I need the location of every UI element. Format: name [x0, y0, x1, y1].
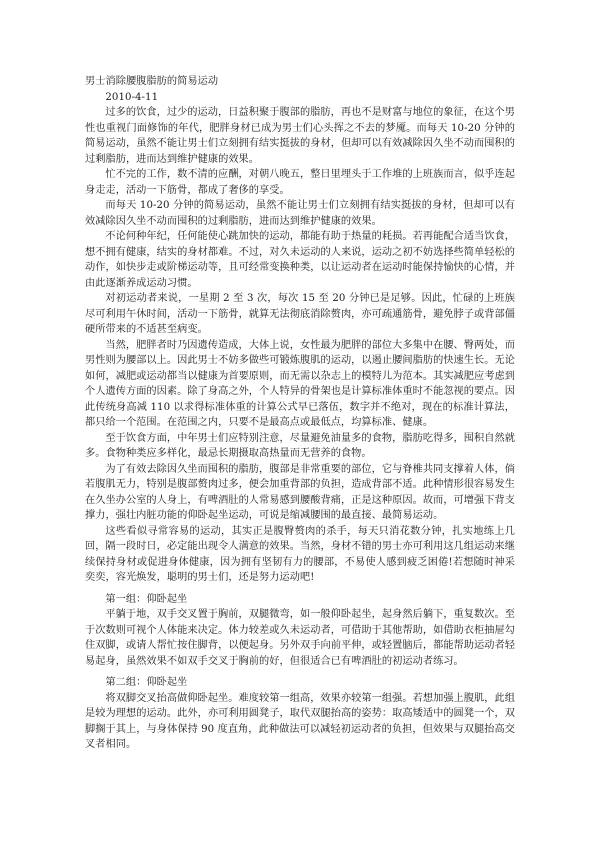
paragraph: 这些看似寻常容易的运动，其实正是腹臀赘肉的杀手，每天只消花数分钟，扎实地练上几回，隔一段时日，必定能出现令人满意的效果。当然，身材不错的男士亦可利用这几组运动来继续保持身材或促进身体健康，因为拥有坚韧有力的腰部，不易使人感到疲乏困倦!若想随时神采奕奕，容光焕发，聪明的男士们，还是努力运动吧! [85, 525, 515, 583]
paragraph: 对初运动者来说，一星期 2 至 3 次，每次 15 至 20 分钟已是足够。因此，忙碌的上班族尽可利用午休时间，活动一下筋骨，就算无法彻底消除赘肉，亦可疏通筋骨，避免脖子或背部僵硬所带来的不适甚至病变。 [85, 293, 515, 335]
section-heading: 第一组：仰卧起坐 [105, 593, 188, 605]
section-body: 平躺于地，双手交叉置于胸前，双腿微弯，如一般仰卧起坐，起身然后躺下，重复数次。至于次数则可视个人体能来决定。体力较差或久未运动者，可借助于其他帮助，如借助衣柜抽屉勾住双脚，或请人帮忙按住脚背，以便起身。另外双手向前平伸，或轻置脑后，都能帮助运动者轻易起身，虽然效果不如双手交叉于胸前的好，但很适合已有啤酒肚的初运动者练习。 [85, 609, 515, 667]
document-title: 男士消除腰腹脂肪的简易运动 [85, 76, 219, 87]
paragraph: 而每天 10-20 分钟的简易运动，虽然不能让男士们立刻拥有结实挺拔的身材，但却可以有效减除因久坐不动而囤积的过剩脂肪，进而达到维护健康的效果。 [85, 200, 515, 227]
paragraph: 忙不完的工作，数不清的应酬，对朝八晚五，整日里埋头于工作堆的上班族而言，似乎连起身走走，活动一下筋骨，都成了奢侈的享受。 [85, 169, 515, 196]
document-date: 2010-4-11 [105, 91, 159, 103]
paragraph: 至于饮食方面，中年男士们应特别注意，尽量避免油量多的食物，脂肪吃得多，囤积自然就多。食物种类应多样化，最忌长期摄取高热量而无营养的食物。 [85, 432, 515, 459]
paragraph: 为了有效去除因久坐而囤积的脂肪，腹部是非常重要的部位，它与脊椎共同支撑着人体，倘若腹肌无力，特别是腹部赘肉过多，便会加重背部的负担，造成背部不适。此种情形很容易发生在久坐办公室的人身上，有啤酒肚的人常易感到腰酸背痛，正是这种原因。故而，可增强下背支撑力，强壮内脏功能的仰卧起坐运动，可说是缩减腰围的最直接、最简易运动。 [85, 463, 515, 521]
paragraph: 过多的饮食，过少的运动，日益积聚于腹部的脂肪，再也不是财富与地位的象征，在这个男性也重视门面修饰的年代，肥胖身材已成为男士们心头挥之不去的梦魇。而每天 10-20 分钟的简易运动，虽然不能让男士们立刻拥有结实挺拔的身材，但却可以有效减除因久坐不动而囤积的过剩脂肪，进而达到维护健康的效果。 [85, 107, 515, 165]
paragraph: 当然，肥胖者时乃因遗传造成，大体上说，女性最为肥胖的部位大多集中在腰、臀两处，而男性则为腰部以上。因此男士不妨多做些可锻炼腹肌的运动，以遏止腰间脂肪的快速生长。无论如何，减肥或运动都当以健康为首要原则，而无需以杂志上的模特儿为范本。其实减肥应考虑到个人遗传方面的因素。除了身高之外，个人特异的骨架也是计算标准体重时不能忽视的要点。因此传统身高减 110 以求得标准体重的计算公式早已落伍，数字并不绝对，现在的标准计算法，都只给一个范围。在范围之内，只要不是最高点或最低点，均算标准、健康。 [85, 339, 515, 428]
section-heading: 第二组：仰卧起坐 [105, 677, 188, 688]
document-page [85, 74, 515, 753]
section-body: 将双脚交叉抬高做仰卧起坐。难度较第一组高，效果亦较第一组强。若想加强上腹肌，此组是较为理想的运动。此外，亦可利用圆凳子，取代双腿抬高的姿势：取高矮适中的圆凳一个，双脚搁于其上，与身体保持 90 度直角，此种做法可以减轻初运动者的负担，但效果与双腿抬高交叉者相同。 [85, 692, 515, 750]
paragraph: 不论何种年纪，任何能使心跳加快的运动，都能有助于热量的耗损。若再能配合适当饮食，想不拥有健康，结实的身材都难。不过，对久未运动的人来说，运动之初不妨选择些简单轻松的动作，如快步走或阶梯运动等，且可经常变换种类，以让运动者在运动时能保持愉快的心情，并由此逐渐养成运动习惯。 [85, 231, 515, 289]
